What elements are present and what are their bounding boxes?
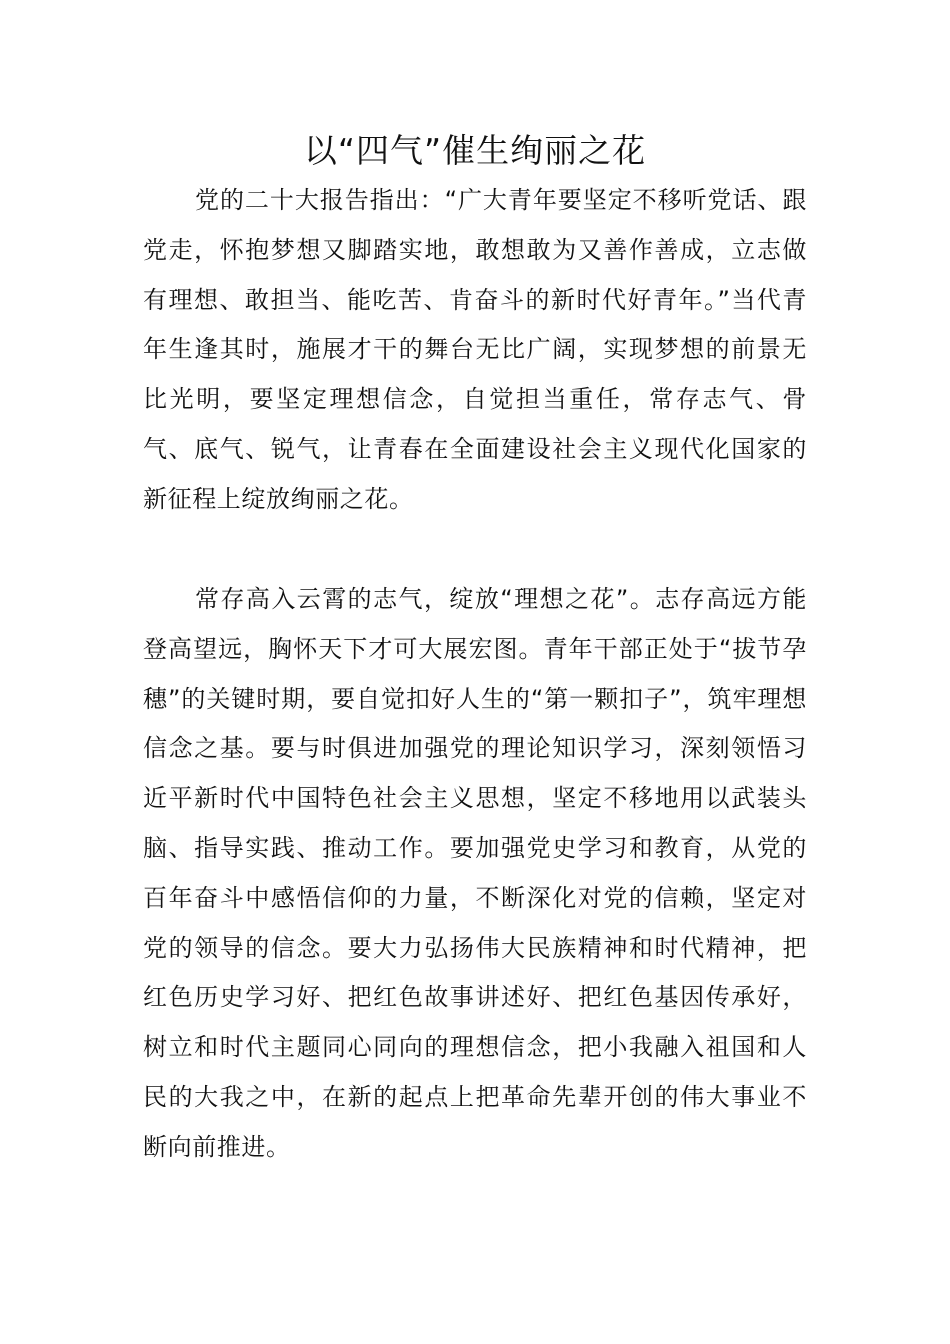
paragraph-ambition: 常存高入云霄的志气，绽放“理想之花”。志存高远方能登高望远，胸怀天下才可大展宏图。青年干部正处于“拔节孕穗”的关键时期，要自觉扣好人生的“第一颗扣子”，筑牢理想信念之基。要与时俱进加强党的理论知识学习，深刻领悟习近平新时代中国特色社会主义思想，坚定不移地用以武装头脑、指导实践、推动工作。要加强党史学习和教育，从党的百年奋斗中感悟信仰的力量，不断深化对党的信赖，坚定对党的领导的信念。要大力弘扬伟大民族精神和时代精神，把红色历史学习好、把红色故事讲述好、把红色基因传承好，树立和时代主题同心同向的理想信念，把小我融入祖国和人民的大我之中，在新的起点上把革命先辈开创的伟大事业不断向前推进。	[143, 585, 807, 1161]
document-title: 以“四气”催生绚丽之花	[303, 131, 647, 170]
paragraph-intro: 党的二十大报告指出：“广大青年要坚定不移听党话、跟党走，怀抱梦想又脚踏实地，敢想敢为又善作善成，立志做有理想、敢担当、能吃苦、肯奋斗的新时代好青年。”当代青年生逢其时，施展才干的舞台无比广阔，实现梦想的前景无比光明，要坚定理想信念，自觉担当重任，常存志气、骨气、底气、锐气，让青春在全面建设社会主义现代化国家的新征程上绽放绚丽之花。	[143, 186, 807, 513]
